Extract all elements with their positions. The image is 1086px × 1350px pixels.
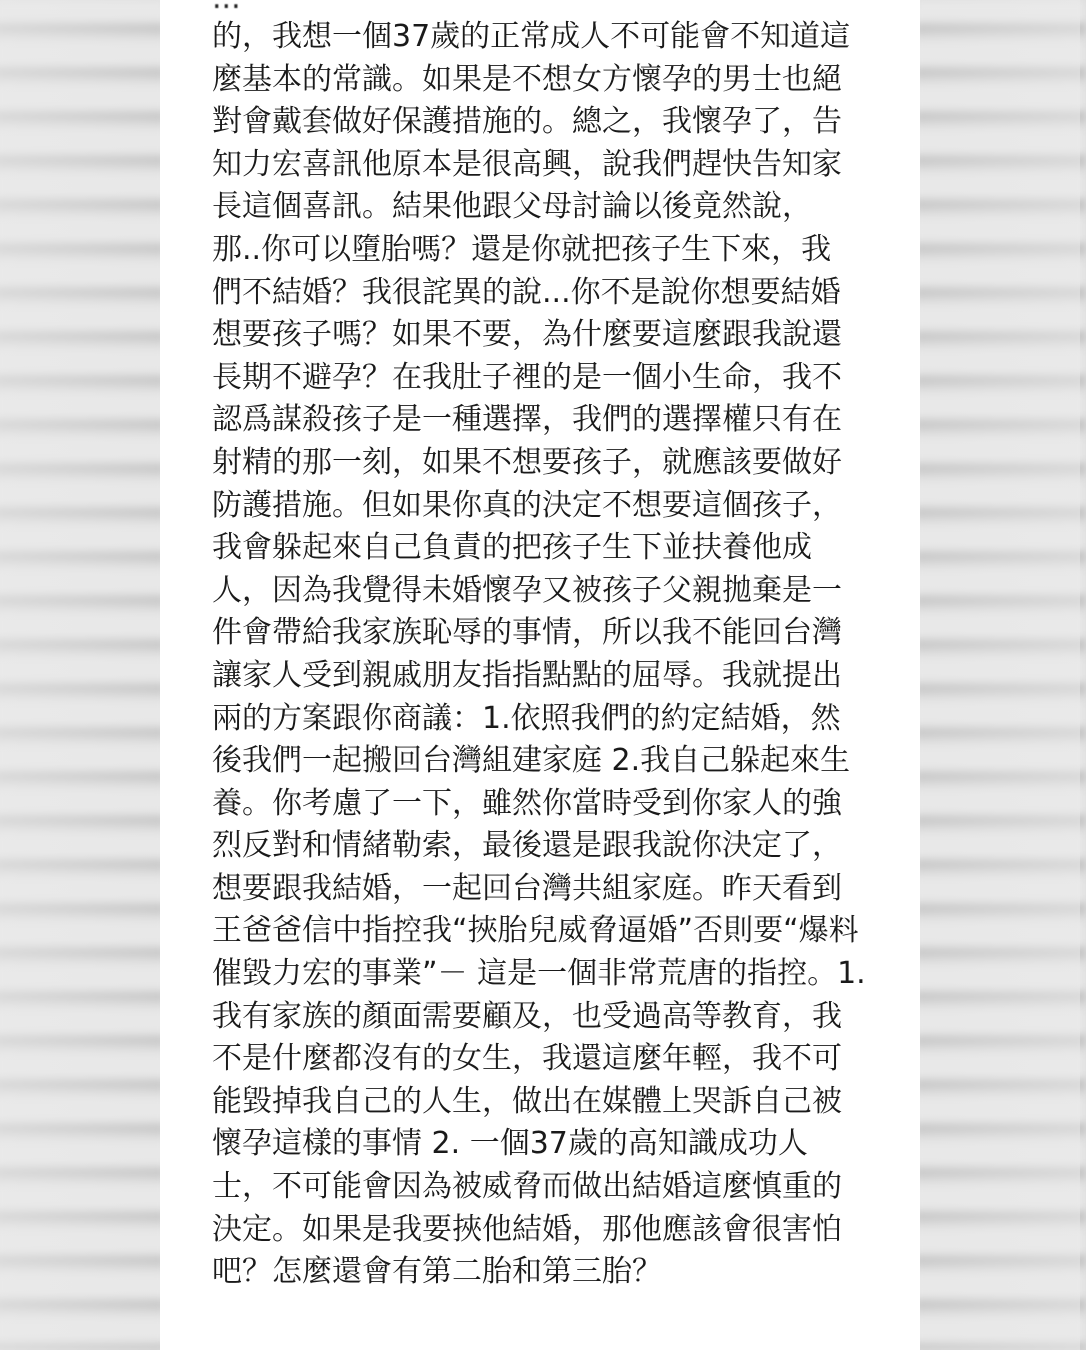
text-line: 我會躲起來自己負責的把孩子生下並扶養他成 xyxy=(212,530,812,566)
text-line: 們不結婚？我很詫異的說...你不是說你想要結婚 xyxy=(212,274,841,310)
text-line: 長期不避孕？在我肚子裡的是一個小生命，我不 xyxy=(212,359,842,395)
text-line: 想要跟我結婚，一起回台灣共組家庭。昨天看到 xyxy=(212,870,842,906)
text-line: 兩的方案跟你商議：1.依照我們的約定結婚，然 xyxy=(212,700,841,736)
text-line: 對會戴套做好保護措施的。總之，我懷孕了，告 xyxy=(212,104,842,140)
text-page xyxy=(160,0,920,1350)
text-line: 防護措施。但如果你真的決定不想要這個孩子， xyxy=(212,487,842,523)
text-line: 長這個喜訊。結果他跟父母討論以後竟然說， xyxy=(212,189,812,225)
text-line: 能毀掉我自己的人生，做出在媒體上哭訴自己被 xyxy=(212,1083,842,1119)
text-line: 王爸爸信中指控我“挾胎兒威脅逼婚”否則要“爆料 xyxy=(212,913,859,949)
text-line: 讓家人受到親戚朋友指指點點的屈辱。我就提出 xyxy=(212,657,842,693)
text-line: 懷孕這樣的事情 2. 一個37歲的高知識成功人 xyxy=(212,1126,808,1162)
text-line: 麼基本的常識。如果是不想女方懷孕的男士也絕 xyxy=(212,61,842,97)
text-line: 催毀力宏的事業”－ 這是一個非常荒唐的指控。1. xyxy=(212,956,866,992)
text-line: 烈反對和情緒勒索，最後還是跟我說你決定了， xyxy=(212,828,842,864)
text-line: 的，我想一個37歲的正常成人不可能會不知道這 xyxy=(212,19,851,54)
text-line: 知力宏喜訊他原本是很高興，說我們趕快告知家 xyxy=(212,146,842,182)
text-line: 我有家族的顏面需要顧及，也受過高等教育，我 xyxy=(212,998,842,1034)
text-line: 射精的那一刻，如果不想要孩子，就應該要做好 xyxy=(212,444,842,480)
text-line: 士，不可能會因為被威脅而做出結婚這麼慎重的 xyxy=(212,1169,842,1205)
text-line: 吧？怎麼還會有第二胎和第三胎？ xyxy=(212,1254,662,1290)
text-line: 那..你可以墮胎嗎？還是你就把孩子生下來，我 xyxy=(212,231,832,267)
text-line: 人，因為我覺得未婚懷孕又被孩子父親拋棄是一 xyxy=(212,572,842,608)
text-line: 決定。如果是我要挾他結婚，那他應該會很害怕 xyxy=(212,1211,842,1247)
background-fade-left xyxy=(0,0,172,1350)
statement-text xyxy=(212,16,892,1294)
text-line: 養。你考慮了一下，雖然你當時受到你家人的強 xyxy=(212,785,842,821)
text-line: 認爲謀殺孩子是一種選擇，我們的選擇權只有在 xyxy=(212,402,842,438)
text-line: 不是什麼都沒有的女生，我還這麼年輕，我不可 xyxy=(212,1041,842,1077)
background-fade-right xyxy=(908,0,1080,1350)
text-line: 後我們一起搬回台灣組建家庭 2.我自己躲起來生 xyxy=(212,743,851,779)
text-line: 件會帶給我家族恥辱的事情，所以我不能回台灣 xyxy=(212,615,842,651)
text-line: 想要孩子嗎？如果不要，為什麼要這麼跟我說還 xyxy=(212,317,842,353)
